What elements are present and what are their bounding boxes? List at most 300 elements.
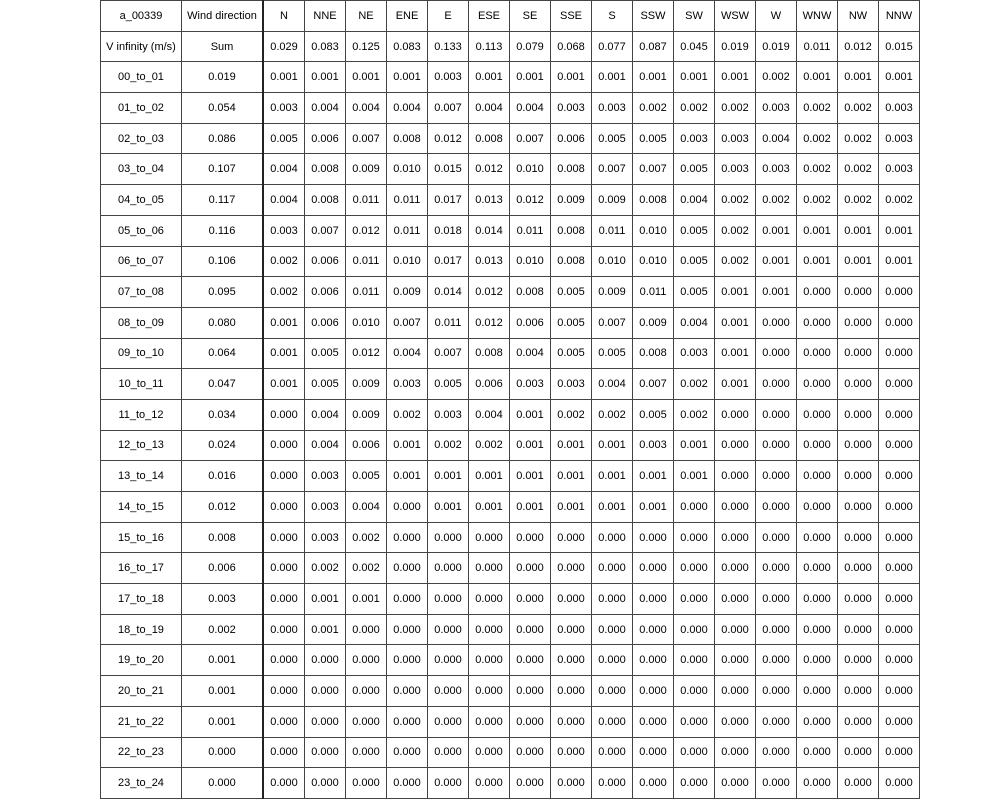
direction-header-ese: ESE	[469, 1, 510, 32]
speed-bin-label: 08_to_09	[101, 307, 182, 338]
frequency-cell: 0.000	[551, 614, 592, 645]
frequency-cell: 0.000	[715, 492, 756, 523]
frequency-cell: 0.001	[387, 461, 428, 492]
frequency-cell: 0.001	[838, 215, 879, 246]
frequency-cell: 0.002	[879, 185, 920, 216]
frequency-cell: 0.000	[592, 768, 633, 799]
table-row	[101, 584, 920, 615]
frequency-cell: 0.001	[715, 369, 756, 400]
frequency-cell: 0.007	[305, 215, 346, 246]
frequency-cell: 0.000	[674, 492, 715, 523]
frequency-cell: 0.000	[592, 614, 633, 645]
frequency-cell: 0.007	[633, 154, 674, 185]
frequency-cell: 0.000	[879, 614, 920, 645]
frequency-cell: 0.001	[674, 62, 715, 93]
frequency-cell: 0.008	[305, 154, 346, 185]
frequency-cell: 0.000	[715, 706, 756, 737]
frequency-cell: 0.000	[263, 430, 305, 461]
frequency-cell: 0.000	[715, 645, 756, 676]
frequency-cell: 0.000	[838, 277, 879, 308]
frequency-cell: 0.006	[469, 369, 510, 400]
frequency-cell: 0.000	[797, 369, 838, 400]
direction-header-sw: SW	[674, 1, 715, 32]
frequency-cell: 0.000	[592, 522, 633, 553]
frequency-cell: 0.000	[263, 645, 305, 676]
total-cell: 0.083	[305, 31, 346, 62]
frequency-cell: 0.009	[551, 185, 592, 216]
frequency-cell: 0.003	[879, 154, 920, 185]
frequency-cell: 0.010	[387, 154, 428, 185]
frequency-cell: 0.001	[797, 62, 838, 93]
frequency-cell: 0.001	[469, 461, 510, 492]
frequency-cell: 0.000	[756, 522, 797, 553]
frequency-cell: 0.003	[428, 62, 469, 93]
frequency-cell: 0.015	[428, 154, 469, 185]
frequency-cell: 0.000	[756, 584, 797, 615]
speed-bin-label: 01_to_02	[101, 93, 182, 124]
frequency-cell: 0.002	[756, 185, 797, 216]
frequency-cell: 0.005	[428, 369, 469, 400]
frequency-cell: 0.000	[263, 553, 305, 584]
frequency-cell: 0.002	[715, 185, 756, 216]
frequency-cell: 0.000	[592, 553, 633, 584]
frequency-cell: 0.000	[510, 706, 551, 737]
frequency-cell: 0.001	[592, 461, 633, 492]
frequency-cell: 0.000	[715, 522, 756, 553]
frequency-cell: 0.010	[510, 154, 551, 185]
frequency-cell: 0.000	[633, 676, 674, 707]
frequency-cell: 0.000	[879, 676, 920, 707]
row-sum-cell: 0.095	[182, 277, 264, 308]
frequency-cell: 0.002	[469, 430, 510, 461]
row-sum-cell: 0.016	[182, 461, 264, 492]
direction-header-nw: NW	[838, 1, 879, 32]
frequency-cell: 0.000	[551, 676, 592, 707]
row-sum-cell: 0.000	[182, 737, 264, 768]
frequency-cell: 0.000	[510, 614, 551, 645]
frequency-cell: 0.011	[428, 307, 469, 338]
wind-distribution-table	[100, 0, 920, 799]
frequency-cell: 0.010	[633, 246, 674, 277]
frequency-cell: 0.002	[838, 123, 879, 154]
sum-label: Sum	[182, 31, 264, 62]
frequency-cell: 0.001	[263, 62, 305, 93]
speed-bin-label: 19_to_20	[101, 645, 182, 676]
frequency-cell: 0.000	[838, 645, 879, 676]
frequency-cell: 0.011	[633, 277, 674, 308]
frequency-cell: 0.000	[551, 737, 592, 768]
frequency-cell: 0.000	[674, 614, 715, 645]
frequency-cell: 0.000	[756, 737, 797, 768]
frequency-cell: 0.000	[387, 768, 428, 799]
frequency-cell: 0.010	[633, 215, 674, 246]
frequency-cell: 0.000	[263, 492, 305, 523]
speed-bin-label: 07_to_08	[101, 277, 182, 308]
speed-bin-label: 00_to_01	[101, 62, 182, 93]
table-row	[101, 123, 920, 154]
frequency-cell: 0.002	[797, 185, 838, 216]
frequency-cell: 0.000	[838, 307, 879, 338]
speed-bin-label: 13_to_14	[101, 461, 182, 492]
frequency-cell: 0.000	[551, 706, 592, 737]
frequency-cell: 0.000	[633, 768, 674, 799]
table-row	[101, 768, 920, 799]
table-id-label: a_00339	[101, 1, 182, 32]
frequency-cell: 0.000	[633, 522, 674, 553]
frequency-cell: 0.000	[756, 553, 797, 584]
direction-header-nnw: NNW	[879, 1, 920, 32]
speed-bin-label: 02_to_03	[101, 123, 182, 154]
frequency-cell: 0.003	[633, 430, 674, 461]
speed-bin-label: 22_to_23	[101, 737, 182, 768]
frequency-cell: 0.001	[346, 62, 387, 93]
frequency-cell: 0.000	[305, 737, 346, 768]
row-sum-cell: 0.047	[182, 369, 264, 400]
frequency-cell: 0.000	[346, 737, 387, 768]
frequency-cell: 0.001	[756, 215, 797, 246]
frequency-cell: 0.006	[305, 123, 346, 154]
frequency-cell: 0.000	[756, 676, 797, 707]
frequency-cell: 0.006	[305, 307, 346, 338]
frequency-cell: 0.000	[715, 768, 756, 799]
frequency-cell: 0.004	[387, 93, 428, 124]
speed-bin-label: 03_to_04	[101, 154, 182, 185]
frequency-cell: 0.003	[387, 369, 428, 400]
table-row	[101, 676, 920, 707]
frequency-cell: 0.000	[510, 522, 551, 553]
frequency-cell: 0.000	[797, 553, 838, 584]
frequency-cell: 0.000	[551, 645, 592, 676]
direction-header-sse: SSE	[551, 1, 592, 32]
frequency-cell: 0.000	[510, 737, 551, 768]
frequency-cell: 0.000	[838, 737, 879, 768]
frequency-cell: 0.008	[510, 277, 551, 308]
frequency-cell: 0.001	[263, 307, 305, 338]
frequency-cell: 0.003	[551, 369, 592, 400]
frequency-cell: 0.000	[469, 553, 510, 584]
table-row	[101, 338, 920, 369]
frequency-cell: 0.005	[674, 277, 715, 308]
frequency-cell: 0.002	[674, 399, 715, 430]
frequency-cell: 0.011	[387, 215, 428, 246]
frequency-cell: 0.000	[305, 768, 346, 799]
frequency-cell: 0.000	[715, 553, 756, 584]
frequency-cell: 0.000	[797, 430, 838, 461]
frequency-cell: 0.011	[592, 215, 633, 246]
speed-bin-label: 23_to_24	[101, 768, 182, 799]
frequency-cell: 0.004	[305, 93, 346, 124]
frequency-cell: 0.017	[428, 246, 469, 277]
frequency-cell: 0.000	[756, 430, 797, 461]
frequency-cell: 0.000	[879, 645, 920, 676]
frequency-cell: 0.000	[387, 645, 428, 676]
frequency-cell: 0.002	[838, 185, 879, 216]
row-sum-cell: 0.064	[182, 338, 264, 369]
frequency-cell: 0.008	[387, 123, 428, 154]
wind-direction-label: Wind direction	[182, 1, 264, 32]
frequency-cell: 0.000	[879, 706, 920, 737]
frequency-cell: 0.010	[510, 246, 551, 277]
frequency-cell: 0.007	[633, 369, 674, 400]
frequency-cell: 0.000	[879, 584, 920, 615]
frequency-cell: 0.000	[797, 676, 838, 707]
frequency-cell: 0.000	[428, 676, 469, 707]
direction-header-s: S	[592, 1, 633, 32]
frequency-cell: 0.001	[263, 338, 305, 369]
frequency-cell: 0.001	[346, 584, 387, 615]
frequency-cell: 0.008	[633, 338, 674, 369]
frequency-cell: 0.001	[797, 246, 838, 277]
frequency-cell: 0.002	[346, 522, 387, 553]
frequency-cell: 0.001	[674, 430, 715, 461]
frequency-cell: 0.000	[469, 522, 510, 553]
frequency-cell: 0.013	[469, 246, 510, 277]
frequency-cell: 0.000	[633, 737, 674, 768]
frequency-cell: 0.004	[592, 369, 633, 400]
frequency-cell: 0.002	[715, 246, 756, 277]
direction-header-row	[101, 1, 920, 32]
frequency-cell: 0.000	[510, 584, 551, 615]
speed-bin-label: 06_to_07	[101, 246, 182, 277]
frequency-cell: 0.000	[346, 676, 387, 707]
frequency-cell: 0.007	[387, 307, 428, 338]
frequency-cell: 0.002	[592, 399, 633, 430]
frequency-cell: 0.003	[756, 154, 797, 185]
table-row	[101, 645, 920, 676]
frequency-cell: 0.002	[756, 62, 797, 93]
direction-header-ssw: SSW	[633, 1, 674, 32]
frequency-cell: 0.000	[756, 338, 797, 369]
frequency-cell: 0.004	[469, 399, 510, 430]
frequency-cell: 0.000	[879, 369, 920, 400]
frequency-cell: 0.002	[715, 215, 756, 246]
frequency-cell: 0.000	[715, 737, 756, 768]
frequency-cell: 0.000	[387, 706, 428, 737]
direction-header-ene: ENE	[387, 1, 428, 32]
frequency-cell: 0.008	[469, 338, 510, 369]
total-cell: 0.079	[510, 31, 551, 62]
table-row	[101, 461, 920, 492]
frequency-cell: 0.000	[263, 522, 305, 553]
frequency-cell: 0.000	[797, 768, 838, 799]
frequency-cell: 0.000	[551, 584, 592, 615]
frequency-cell: 0.000	[428, 553, 469, 584]
frequency-cell: 0.000	[346, 768, 387, 799]
frequency-cell: 0.000	[633, 614, 674, 645]
frequency-cell: 0.000	[592, 737, 633, 768]
frequency-cell: 0.002	[263, 277, 305, 308]
frequency-cell: 0.000	[469, 676, 510, 707]
row-sum-cell: 0.107	[182, 154, 264, 185]
frequency-cell: 0.000	[551, 768, 592, 799]
frequency-cell: 0.000	[715, 614, 756, 645]
frequency-cell: 0.003	[674, 123, 715, 154]
frequency-cell: 0.001	[510, 461, 551, 492]
frequency-cell: 0.001	[879, 215, 920, 246]
frequency-cell: 0.012	[346, 338, 387, 369]
frequency-cell: 0.000	[797, 706, 838, 737]
frequency-cell: 0.001	[592, 62, 633, 93]
frequency-cell: 0.000	[305, 706, 346, 737]
frequency-cell: 0.000	[263, 461, 305, 492]
frequency-cell: 0.001	[592, 430, 633, 461]
frequency-cell: 0.004	[510, 338, 551, 369]
frequency-cell: 0.001	[633, 62, 674, 93]
row-sum-cell: 0.086	[182, 123, 264, 154]
frequency-cell: 0.000	[674, 584, 715, 615]
frequency-cell: 0.000	[756, 614, 797, 645]
frequency-cell: 0.001	[715, 338, 756, 369]
frequency-cell: 0.001	[715, 307, 756, 338]
frequency-cell: 0.000	[428, 645, 469, 676]
frequency-cell: 0.000	[633, 553, 674, 584]
frequency-cell: 0.001	[715, 62, 756, 93]
frequency-cell: 0.002	[797, 93, 838, 124]
frequency-cell: 0.000	[510, 676, 551, 707]
frequency-cell: 0.012	[428, 123, 469, 154]
frequency-cell: 0.000	[387, 492, 428, 523]
frequency-cell: 0.007	[346, 123, 387, 154]
frequency-cell: 0.009	[346, 399, 387, 430]
frequency-cell: 0.000	[879, 737, 920, 768]
frequency-cell: 0.000	[469, 768, 510, 799]
frequency-cell: 0.000	[633, 584, 674, 615]
total-cell: 0.068	[551, 31, 592, 62]
frequency-cell: 0.010	[387, 246, 428, 277]
frequency-cell: 0.001	[879, 246, 920, 277]
frequency-cell: 0.001	[510, 62, 551, 93]
speed-bin-label: 15_to_16	[101, 522, 182, 553]
direction-header-w: W	[756, 1, 797, 32]
total-cell: 0.045	[674, 31, 715, 62]
frequency-cell: 0.012	[510, 185, 551, 216]
frequency-cell: 0.000	[387, 676, 428, 707]
wind-table-body	[101, 1, 920, 799]
frequency-cell: 0.007	[592, 307, 633, 338]
frequency-cell: 0.000	[797, 522, 838, 553]
total-cell: 0.029	[263, 31, 305, 62]
frequency-cell: 0.001	[510, 492, 551, 523]
frequency-cell: 0.000	[674, 553, 715, 584]
frequency-cell: 0.000	[346, 645, 387, 676]
frequency-cell: 0.000	[838, 768, 879, 799]
frequency-cell: 0.005	[674, 154, 715, 185]
frequency-cell: 0.012	[469, 154, 510, 185]
table-row	[101, 430, 920, 461]
frequency-cell: 0.003	[879, 93, 920, 124]
frequency-cell: 0.000	[879, 553, 920, 584]
total-cell: 0.133	[428, 31, 469, 62]
frequency-cell: 0.000	[838, 522, 879, 553]
frequency-cell: 0.000	[428, 584, 469, 615]
frequency-cell: 0.002	[674, 369, 715, 400]
frequency-cell: 0.001	[469, 492, 510, 523]
frequency-cell: 0.000	[263, 584, 305, 615]
total-cell: 0.077	[592, 31, 633, 62]
frequency-cell: 0.008	[305, 185, 346, 216]
frequency-cell: 0.003	[305, 492, 346, 523]
direction-header-ne: NE	[346, 1, 387, 32]
total-cell: 0.113	[469, 31, 510, 62]
speed-bin-label: 16_to_17	[101, 553, 182, 584]
frequency-cell: 0.000	[879, 461, 920, 492]
frequency-cell: 0.004	[469, 93, 510, 124]
direction-header-n: N	[263, 1, 305, 32]
frequency-cell: 0.007	[592, 154, 633, 185]
frequency-cell: 0.008	[551, 215, 592, 246]
table-row	[101, 93, 920, 124]
frequency-cell: 0.003	[263, 215, 305, 246]
row-sum-cell: 0.106	[182, 246, 264, 277]
frequency-cell: 0.007	[510, 123, 551, 154]
total-cell: 0.019	[715, 31, 756, 62]
frequency-cell: 0.008	[469, 123, 510, 154]
frequency-cell: 0.009	[633, 307, 674, 338]
frequency-cell: 0.000	[428, 614, 469, 645]
frequency-cell: 0.008	[551, 154, 592, 185]
frequency-cell: 0.001	[756, 246, 797, 277]
table-row	[101, 737, 920, 768]
frequency-cell: 0.000	[756, 369, 797, 400]
frequency-cell: 0.001	[879, 62, 920, 93]
frequency-cell: 0.000	[879, 307, 920, 338]
frequency-cell: 0.011	[346, 246, 387, 277]
frequency-cell: 0.012	[469, 307, 510, 338]
frequency-cell: 0.000	[756, 768, 797, 799]
frequency-cell: 0.008	[551, 246, 592, 277]
frequency-cell: 0.000	[674, 522, 715, 553]
frequency-cell: 0.005	[633, 123, 674, 154]
frequency-cell: 0.002	[715, 93, 756, 124]
frequency-cell: 0.005	[592, 338, 633, 369]
frequency-cell: 0.005	[305, 338, 346, 369]
speed-label: V infinity (m/s)	[101, 31, 182, 62]
frequency-cell: 0.001	[305, 62, 346, 93]
table-row	[101, 154, 920, 185]
frequency-cell: 0.000	[838, 399, 879, 430]
frequency-cell: 0.014	[428, 277, 469, 308]
table-row	[101, 614, 920, 645]
frequency-cell: 0.005	[551, 277, 592, 308]
table-row	[101, 246, 920, 277]
row-sum-cell: 0.001	[182, 676, 264, 707]
frequency-cell: 0.000	[838, 584, 879, 615]
frequency-cell: 0.005	[305, 369, 346, 400]
frequency-cell: 0.000	[428, 737, 469, 768]
table-row	[101, 369, 920, 400]
frequency-cell: 0.014	[469, 215, 510, 246]
frequency-cell: 0.000	[428, 768, 469, 799]
frequency-cell: 0.000	[879, 492, 920, 523]
frequency-cell: 0.002	[674, 93, 715, 124]
frequency-cell: 0.001	[838, 246, 879, 277]
frequency-cell: 0.001	[592, 492, 633, 523]
frequency-cell: 0.000	[387, 522, 428, 553]
frequency-cell: 0.006	[305, 246, 346, 277]
frequency-cell: 0.000	[633, 706, 674, 737]
frequency-cell: 0.000	[797, 338, 838, 369]
row-sum-cell: 0.001	[182, 706, 264, 737]
frequency-cell: 0.009	[592, 277, 633, 308]
frequency-cell: 0.000	[674, 676, 715, 707]
table-row	[101, 307, 920, 338]
frequency-cell: 0.000	[838, 369, 879, 400]
frequency-cell: 0.002	[428, 430, 469, 461]
frequency-cell: 0.000	[428, 706, 469, 737]
frequency-cell: 0.000	[551, 522, 592, 553]
frequency-cell: 0.000	[715, 461, 756, 492]
table-row	[101, 215, 920, 246]
